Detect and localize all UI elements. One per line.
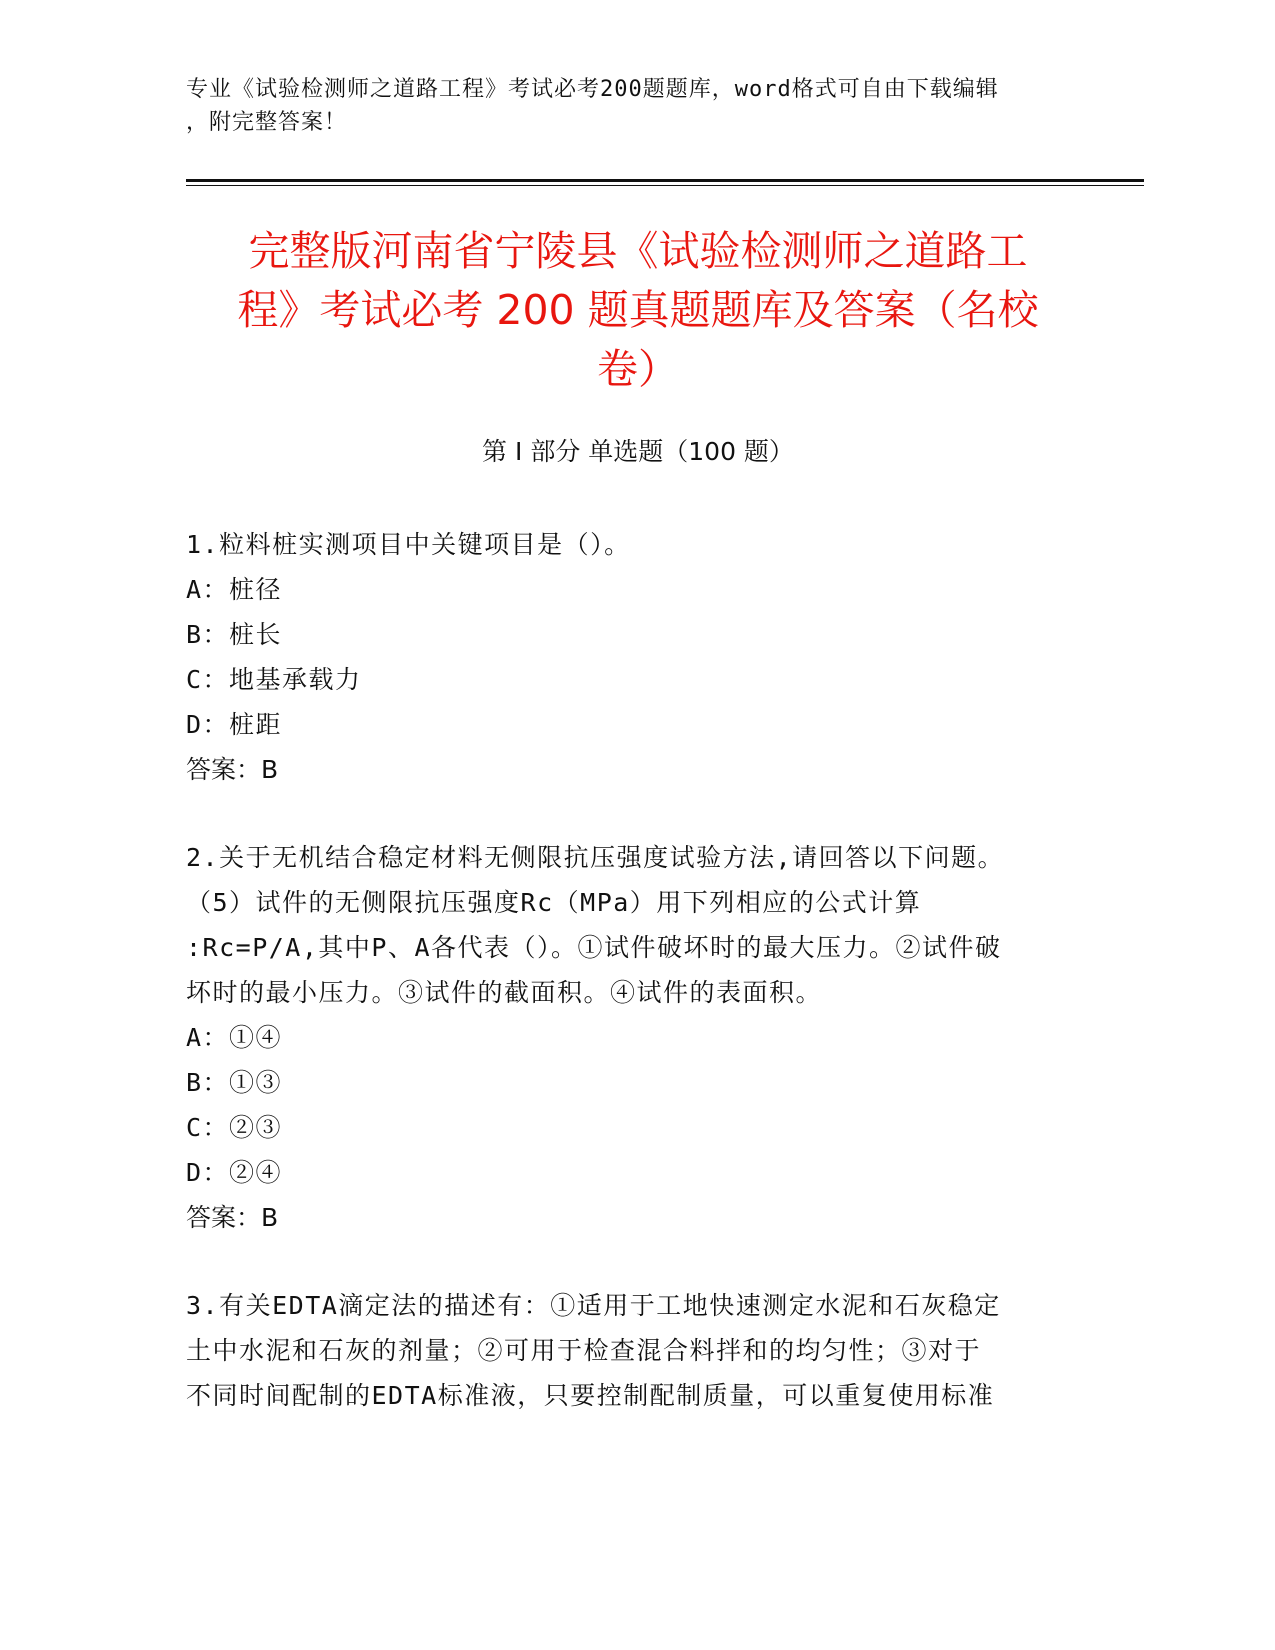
answer: 答案：B	[186, 1203, 279, 1232]
question-stem-line: 2.关于无机结合稳定材料无侧限抗压强度试验方法,请回答以下问题。	[186, 843, 1005, 872]
option-b: B：①③	[186, 1068, 283, 1097]
section-heading: 第 I 部分 单选题（100 题）	[482, 437, 794, 466]
option-b: B：桩长	[186, 620, 283, 649]
title-line-1: 完整版河南省宁陵县《试验检测师之道路工	[248, 227, 1028, 275]
option-c: C：②③	[186, 1113, 283, 1142]
answer: 答案：B	[186, 755, 279, 784]
question-3	[186, 1283, 1086, 1418]
title-line-2: 程》考试必考 200 题真题题库及答案（名校	[237, 286, 1039, 334]
header-divider-thin	[186, 185, 1144, 186]
question-stem-line: 1.粒料桩实测项目中关键项目是（）。	[186, 530, 631, 559]
option-a: A：桩径	[186, 575, 283, 604]
option-c: C：地基承载力	[186, 665, 362, 694]
header-note-line-2: ，附完整答案！	[186, 110, 348, 135]
header-note	[186, 73, 1086, 139]
question-stem-line: 坏时的最小压力。③试件的截面积。④试件的表面积。	[186, 978, 823, 1007]
document-title	[186, 222, 1090, 399]
option-d: D：桩距	[186, 710, 283, 739]
question-stem-line: 3.有关EDTA滴定法的描述有：①适用于工地快速测定水泥和石灰稳定	[186, 1291, 1001, 1320]
option-d: D：②④	[186, 1158, 283, 1187]
question-list	[186, 522, 1086, 1461]
question-stem-line: 土中水泥和石灰的剂量；②可用于检查混合料拌和的均匀性；③对于	[186, 1336, 982, 1365]
header-divider-thick	[186, 179, 1144, 182]
question-stem-line: （5）试件的无侧限抗压强度Rc（MPa）用下列相应的公式计算	[186, 888, 922, 917]
question-stem-line: 不同时间配制的EDTA标准液，只要控制配制质量，可以重复使用标准	[186, 1381, 995, 1410]
question-stem-line: :Rc=P/A,其中P、A各代表（）。①试件破坏时的最大压力。②试件破	[186, 933, 1002, 962]
question-1	[186, 522, 1086, 792]
option-a: A：①④	[186, 1023, 283, 1052]
header-note-line-1: 专业《试验检测师之道路工程》考试必考200题题库，word格式可自由下载编辑	[186, 77, 999, 102]
title-line-3: 卷）	[597, 345, 679, 393]
question-2	[186, 835, 1086, 1240]
